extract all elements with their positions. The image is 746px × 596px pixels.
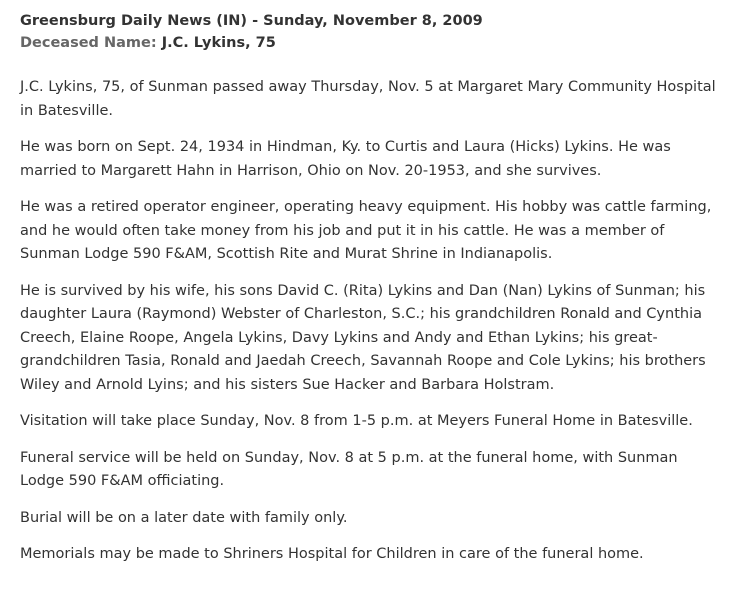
paragraph-survivors: He is survived by his wife, his sons David C. (Rita) Lykins and Dan (Nan) Lykins of Sunman; his daughter Laura (Raymond) Webster of Charleston, S.C.; his grandchildren Ronald and Cynthia Creech, Elaine Roope, Angela Lykins, Davy Lykins and Andy and Ethan Lykins; his great-grandchildren Tasia, Ronald and Jaedah Creech, Savannah Roope and Cole Lykins; his brothers Wiley and Arnold Lyins; and his sisters Sue Hacker and Barbara Holstram.: [20, 282, 706, 393]
deceased-label: Deceased Name:: [20, 35, 157, 51]
publication-line: [20, 10, 726, 32]
obituary-header: [20, 10, 726, 54]
paragraph-career: He was a retired operator engineer, operating heavy equipment. His hobby was cattle farming, and he would often take money from his job and put it in his cattle. He was a member of Sunman Lodge 590 F&AM, Scottish Rite and Murat Shrine in Indianapolis.: [20, 199, 712, 262]
paragraph-burial: Burial will be on a later date with family only.: [20, 509, 348, 526]
paragraph-birth: He was born on Sept. 24, 1934 in Hindman, Ky. to Curtis and Laura (Hicks) Lykins. He was married to Margarett Hahn in Harrison, Ohio on Nov. 20-1953, and she survives.: [20, 139, 671, 179]
publication-name: Greensburg Daily News (IN): [20, 13, 248, 29]
paragraph-visitation: Visitation will take place Sunday, Nov. 8 from 1-5 p.m. at Meyers Funeral Home in Batesville.: [20, 413, 693, 429]
paragraph-memorials: Memorials may be made to Shriners Hospital for Children in care of the funeral home.: [20, 546, 644, 562]
paragraph-intro: J.C. Lykins, 75, of Sunman passed away Thursday, Nov. 5 at Margaret Mary Community Hospital in Batesville.: [20, 79, 716, 119]
header-separator: -: [247, 13, 264, 29]
paragraph-funeral: Funeral service will be held on Sunday, Nov. 8 at 5 p.m. at the funeral home, with Sunman Lodge 590 F&AM officiating.: [20, 449, 678, 489]
publication-date: Sunday, November 8, 2009: [263, 13, 483, 29]
deceased-line: [20, 32, 726, 54]
deceased-name: J.C. Lykins, 75: [161, 35, 276, 51]
obituary-body: [20, 76, 726, 567]
